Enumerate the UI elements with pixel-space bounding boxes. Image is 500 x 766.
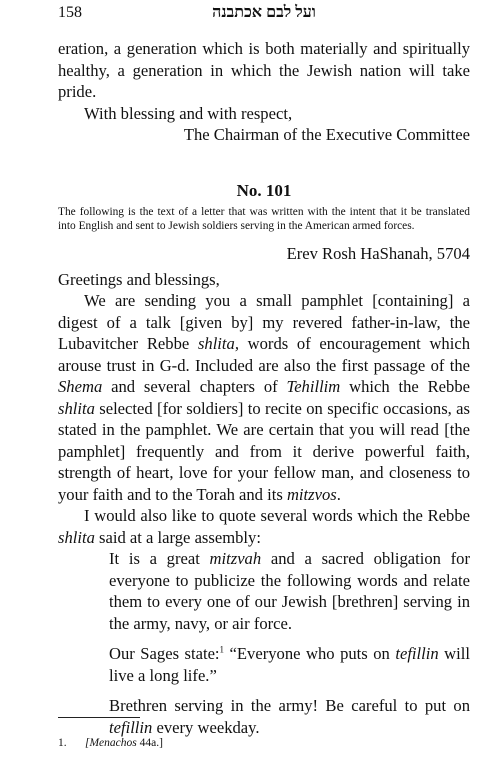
footnote-ref: 44a.] [136,737,163,749]
text-run: I would also like to quote several words which the Rebbe [84,506,470,525]
footnote-divider [58,717,140,718]
text-run: and a sacred obligation for everyone to publicize the following words and relate them to every one of our Jewish [brethren] serving in the army, navy, or air force. [109,549,470,633]
footnote [58,737,163,749]
letter-date: Erev Rosh HaShanah, 5704 [286,244,470,263]
text-run: will live a long life.” [109,644,470,685]
quote-paragraph-1 [109,548,470,634]
footnote-number: 1. [58,737,67,749]
page-number: 158 [58,4,82,21]
text-run: every weekday. [152,717,260,737]
prev-letter-signature: The Chairman of the Executive Committee [183,125,470,144]
prev-letter-end: eration, a generation which is both materially and spiritually healthy, a generation in which the Jewish nation will take pride. [58,39,470,101]
italic-term: Shema [58,377,103,396]
letter-greeting: Greetings and blessings, [58,269,220,289]
italic-term: mitzvos [286,484,337,504]
italic-term: mitzvah [209,549,262,568]
quote-paragraph-2 [109,643,470,686]
prev-letter-closing: With blessing and with respect, [84,103,293,123]
text-run: and several chapters of [102,377,287,396]
letter-paragraph-1 [58,290,470,505]
italic-term: shlita [58,527,95,547]
page-body [58,38,470,738]
text-run: Our Sages state: [109,644,220,663]
footnote-marker: 1 [219,644,225,655]
italic-term: tefillin [109,717,153,737]
footnote-source: [Menachos [85,737,137,749]
quote-paragraph-3 [109,695,470,738]
letter-intro: The following is the text of a letter that was written with the intent that it be translated into English and sent to Jewish soldiers serving in the American armed forces. [58,206,470,232]
text-run: It is a great [109,549,210,568]
text-run: said at a large assembly: [94,527,261,547]
letter-heading: No. 101 [236,180,292,200]
italic-term: Tehillim [286,377,341,396]
page-header [58,4,470,26]
running-title: ועל לבם אכתבנה [212,4,316,21]
text-run: Brethren serving in the army! Be careful to put on [109,696,470,715]
text-run: selected [for soldiers] to recite on specific occasions, as stated in the pamphlet. We are certain that you will read [the pamphlet] frequently and from it derive powerful faith, strength of heart, love for your fellow man, and closeness to your faith and to the Torah and its [58,398,470,504]
italic-term: shlita, [197,334,239,353]
text-run: We are sending you a small pamphlet [containing] a digest of a talk [given by] my revered father-in-law, the Lubavitcher Rebbe [58,291,470,353]
text-run: . [336,484,341,504]
italic-term: tefillin [395,644,439,663]
text-run: “Everyone who puts on [224,644,396,663]
text-run: words of encouragement which arouse trust in G-d. Included are also the first passage of the [58,334,470,375]
text-run: which the Rebbe [340,377,470,396]
letter-paragraph-2 [58,505,470,548]
italic-term: shlita [58,398,95,418]
